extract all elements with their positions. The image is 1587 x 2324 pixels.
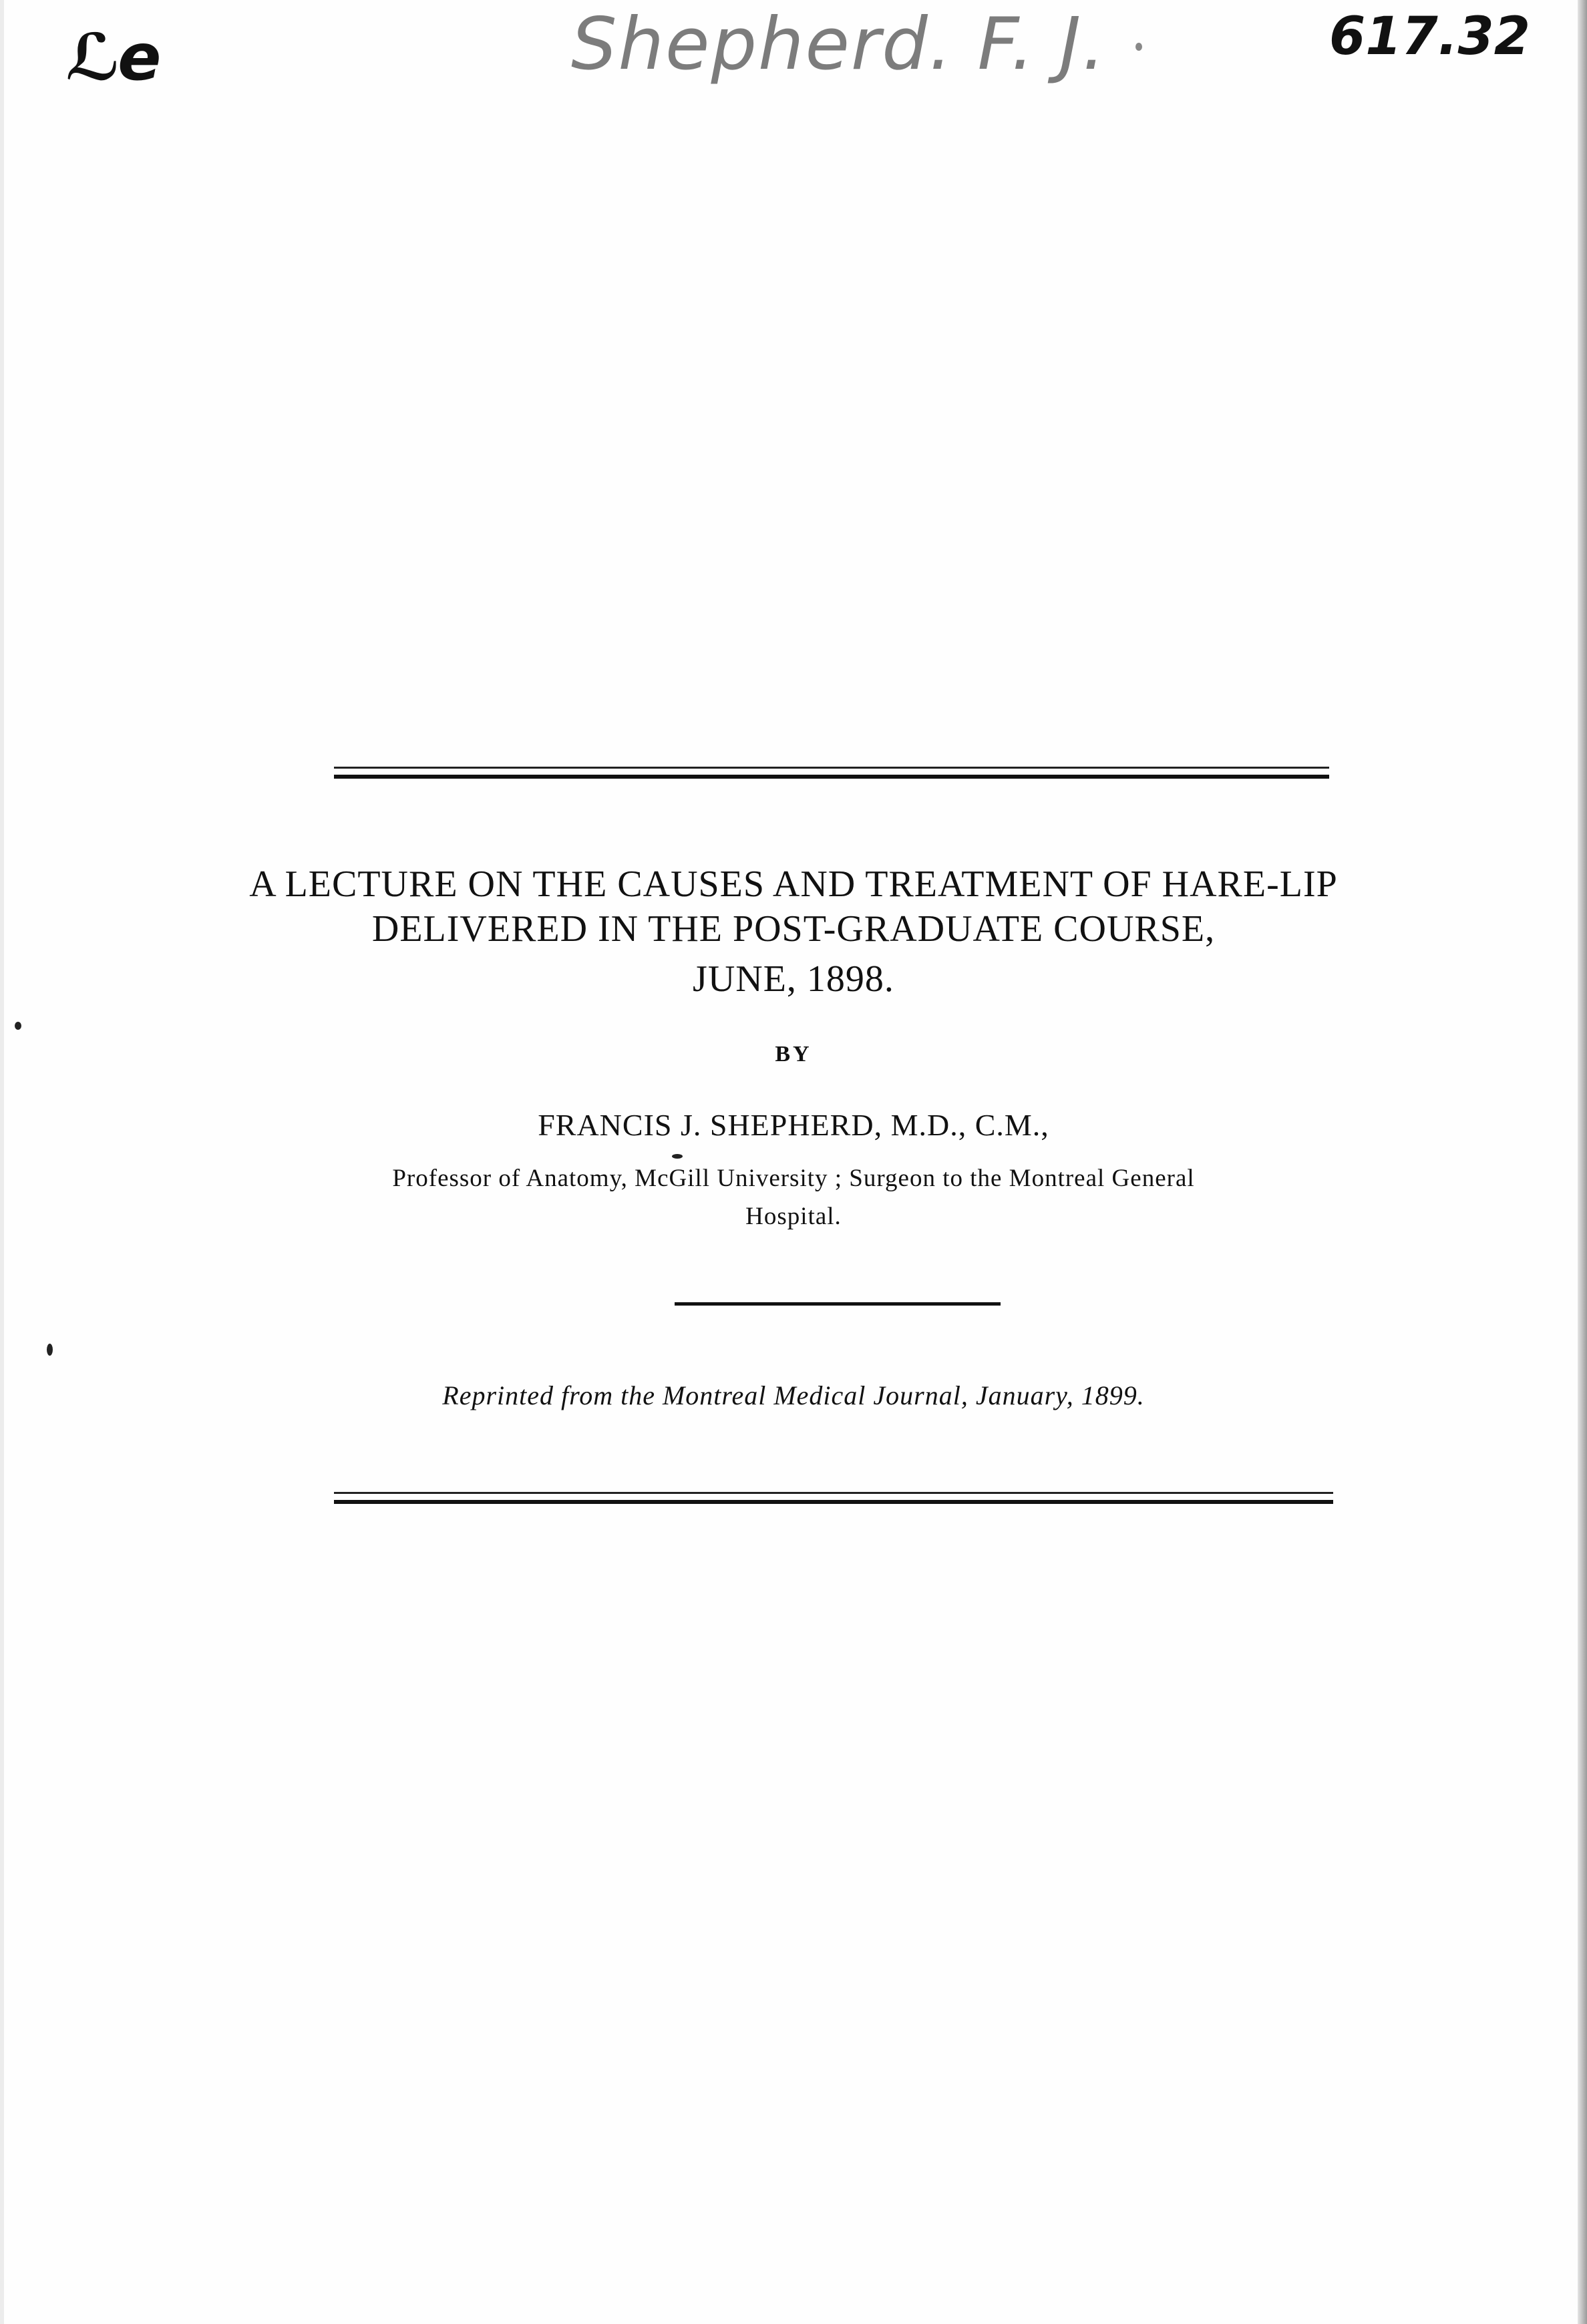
ink-speck [672,1154,683,1159]
rule-thick-line [334,1500,1333,1504]
handwritten-call-number: 617.32 [1329,7,1530,67]
reprint-note: Reprinted from the Montreal Medical Journal, January, 1899. [442,1380,1145,1410]
title-line-2: DELIVERED IN THE POST-GRADUATE COURSE, [371,908,1216,950]
rule-thin-line [334,1492,1333,1494]
rule-thick-line [334,775,1329,779]
affiliation-line-2: Hospital. [745,1203,842,1230]
handwritten-author-name: Shepherd. F. J. [571,3,1107,86]
author-name: FRANCIS J. SHEPHERD, M.D., C.M., [538,1108,1049,1142]
rule-thin-line [334,767,1329,769]
short-divider-rule [675,1302,1001,1306]
title-line-1: A LECTURE ON THE CAUSES AND TREATMENT OF HARE-LIP [249,863,1338,905]
page-edge-right [1578,0,1587,2324]
bottom-double-rule [334,1492,1333,1505]
top-double-rule [334,767,1329,780]
ink-speck [1135,43,1142,51]
page-edge-left [0,0,4,2324]
ink-speck [15,1022,21,1030]
handwritten-mark: ℒe [65,20,159,95]
title-line-3: JUNE, 1898. [693,958,894,1000]
ink-speck [47,1344,53,1356]
affiliation-line-1: Professor of Anatomy, McGill University ; Surgeon to the Montreal General [392,1165,1195,1192]
byline: BY [775,1042,812,1067]
